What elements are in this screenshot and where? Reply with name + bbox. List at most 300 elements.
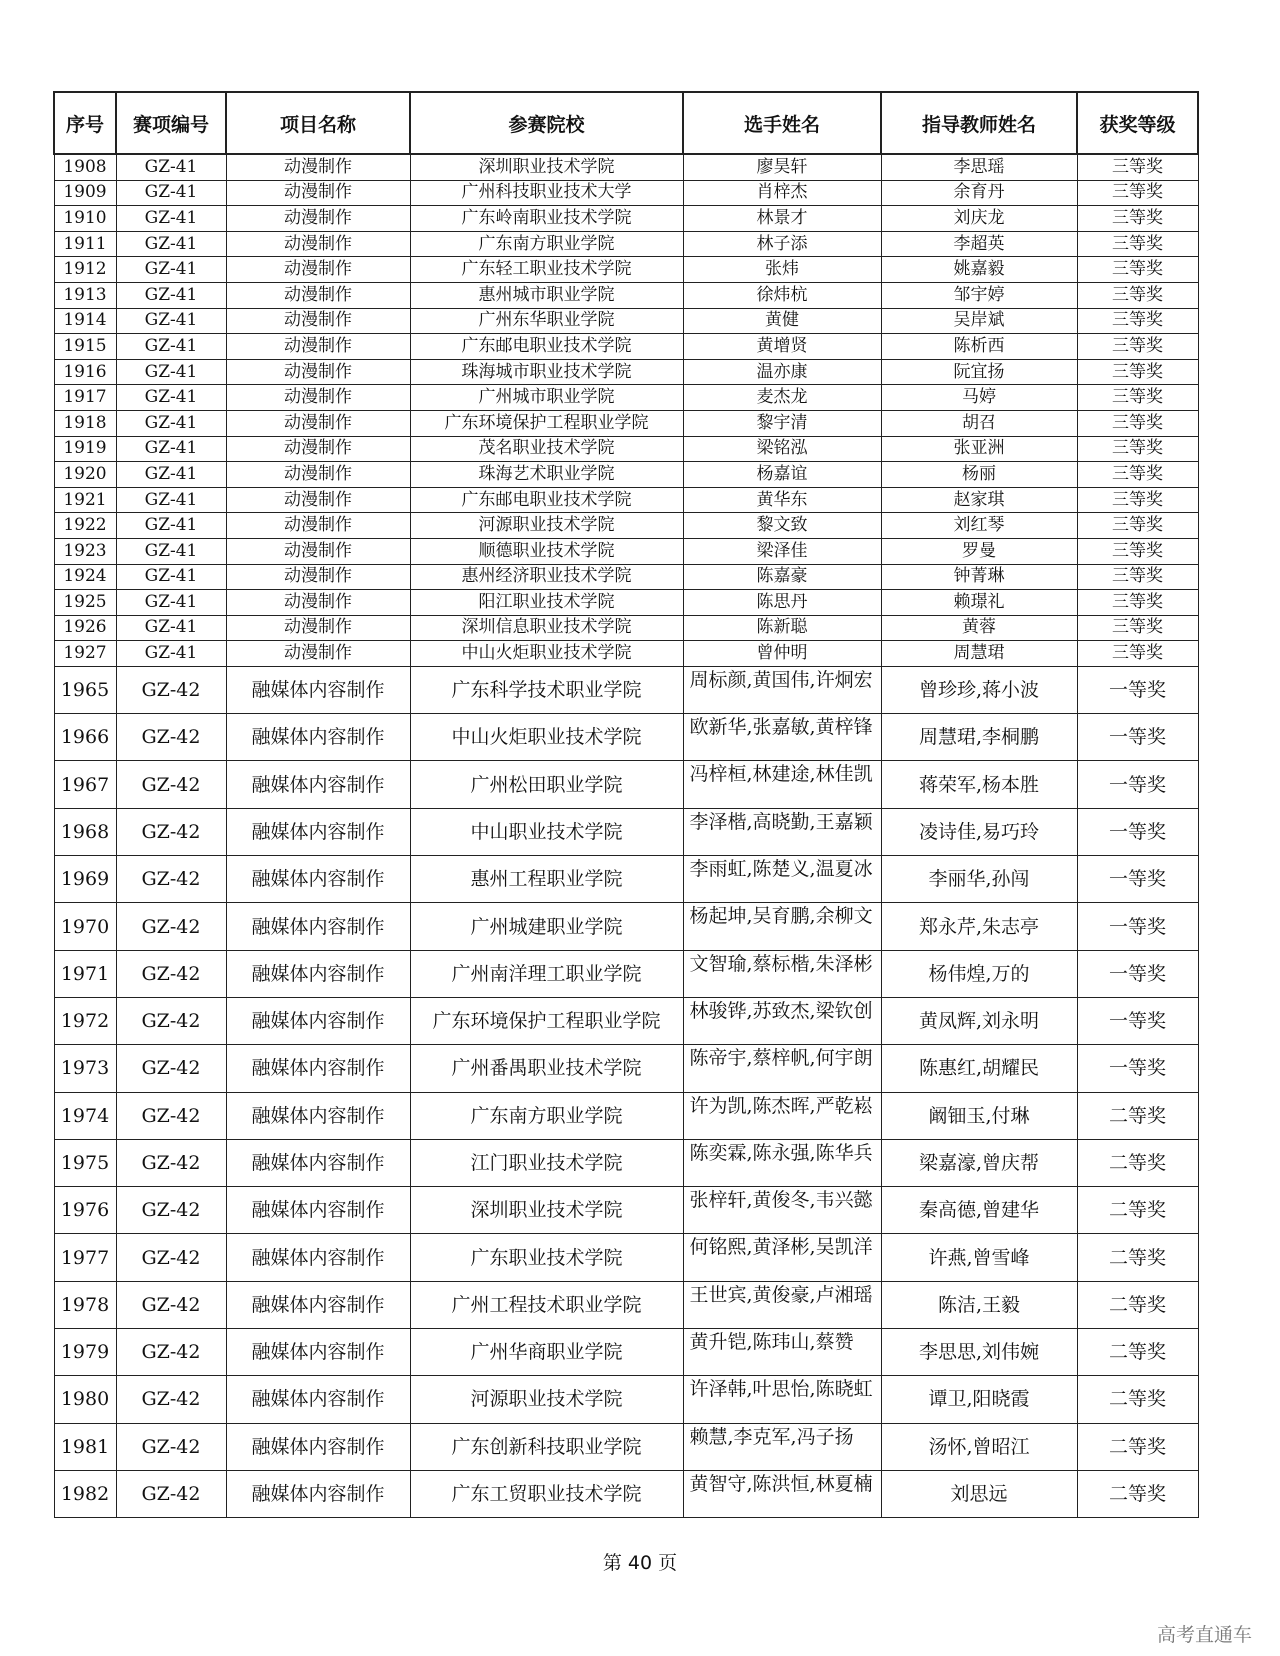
cell-event-code: GZ-41	[116, 410, 226, 436]
table-row	[54, 1234, 1198, 1281]
cell-project-name: 动漫制作	[226, 154, 410, 180]
cell-school: 广东环境保护工程职业学院	[410, 997, 683, 1044]
cell-students: 张梓轩,黄俊冬,韦兴懿	[683, 1187, 881, 1234]
cell-students: 肖梓杰	[683, 180, 881, 206]
cell-award: 一等奖	[1077, 808, 1198, 855]
cell-index: 1980	[54, 1376, 116, 1423]
table-row	[54, 231, 1198, 257]
cell-students: 黄智守,陈洪恒,林夏楠	[683, 1470, 881, 1517]
cell-index: 1908	[54, 154, 116, 180]
cell-students: 黄华东	[683, 487, 881, 513]
cell-teachers: 曾珍珍,蒋小波	[881, 666, 1077, 713]
cell-school: 广东轻工职业技术学院	[410, 257, 683, 283]
cell-students: 文智瑜,蔡标楷,朱泽彬	[683, 950, 881, 997]
table-row	[54, 206, 1198, 232]
table-row	[54, 410, 1198, 436]
cell-school: 惠州城市职业学院	[410, 282, 683, 308]
header-row	[54, 92, 1198, 154]
cell-index: 1923	[54, 538, 116, 564]
table-row	[54, 1281, 1198, 1328]
cell-students: 杨嘉谊	[683, 462, 881, 488]
cell-school: 广东工贸职业技术学院	[410, 1470, 683, 1517]
cell-students: 黄增贤	[683, 334, 881, 360]
cell-project-name: 动漫制作	[226, 538, 410, 564]
cell-award: 三等奖	[1077, 436, 1198, 462]
table-row	[54, 436, 1198, 462]
header-cell-event-code: 赛项编号	[116, 92, 226, 154]
cell-event-code: GZ-41	[116, 487, 226, 513]
cell-teachers: 蒋荣军,杨本胜	[881, 761, 1077, 808]
cell-school: 广东南方职业学院	[410, 231, 683, 257]
cell-teachers: 姚嘉毅	[881, 257, 1077, 283]
cell-award: 三等奖	[1077, 641, 1198, 667]
cell-school: 广东邮电职业技术学院	[410, 487, 683, 513]
cell-project-name: 动漫制作	[226, 436, 410, 462]
cell-award: 三等奖	[1077, 231, 1198, 257]
cell-award: 三等奖	[1077, 590, 1198, 616]
cell-teachers: 李思思,刘伟婉	[881, 1329, 1077, 1376]
cell-event-code: GZ-41	[116, 590, 226, 616]
cell-school: 阳江职业技术学院	[410, 590, 683, 616]
cell-event-code: GZ-42	[116, 1281, 226, 1328]
table-row	[54, 487, 1198, 513]
cell-school: 广东岭南职业技术学院	[410, 206, 683, 232]
cell-school: 中山火炬职业技术学院	[410, 714, 683, 761]
cell-students: 李泽楷,高晓勤,王嘉颖	[683, 808, 881, 855]
cell-school: 顺德职业技术学院	[410, 538, 683, 564]
cell-students: 杨起坤,吴育鹏,余柳文	[683, 903, 881, 950]
table-row	[54, 903, 1198, 950]
table-row	[54, 808, 1198, 855]
cell-project-name: 动漫制作	[226, 308, 410, 334]
cell-students: 黎文致	[683, 513, 881, 539]
cell-event-code: GZ-42	[116, 1234, 226, 1281]
cell-school: 中山火炬职业技术学院	[410, 641, 683, 667]
table-row	[54, 1423, 1198, 1470]
cell-teachers: 周慧珺	[881, 641, 1077, 667]
cell-award: 一等奖	[1077, 666, 1198, 713]
cell-students: 梁泽佳	[683, 538, 881, 564]
cell-project-name: 动漫制作	[226, 231, 410, 257]
cell-teachers: 马婷	[881, 385, 1077, 411]
cell-project-name: 动漫制作	[226, 282, 410, 308]
cell-award: 三等奖	[1077, 154, 1198, 180]
cell-teachers: 罗曼	[881, 538, 1077, 564]
cell-project-name: 融媒体内容制作	[226, 1045, 410, 1092]
cell-index: 1969	[54, 856, 116, 903]
cell-award: 三等奖	[1077, 308, 1198, 334]
cell-students: 黄升铠,陈玮山,蔡赞	[683, 1329, 881, 1376]
cell-project-name: 融媒体内容制作	[226, 856, 410, 903]
cell-award: 三等奖	[1077, 206, 1198, 232]
cell-school: 广东职业技术学院	[410, 1234, 683, 1281]
cell-index: 1927	[54, 641, 116, 667]
cell-index: 1967	[54, 761, 116, 808]
cell-school: 广东创新科技职业学院	[410, 1423, 683, 1470]
cell-project-name: 融媒体内容制作	[226, 997, 410, 1044]
cell-project-name: 动漫制作	[226, 410, 410, 436]
cell-project-name: 动漫制作	[226, 385, 410, 411]
cell-school: 广州番禺职业技术学院	[410, 1045, 683, 1092]
cell-students: 徐炜杭	[683, 282, 881, 308]
cell-students: 陈新聪	[683, 615, 881, 641]
cell-students: 赖慧,李克军,冯子扬	[683, 1423, 881, 1470]
cell-award: 一等奖	[1077, 761, 1198, 808]
cell-award: 一等奖	[1077, 903, 1198, 950]
cell-index: 1972	[54, 997, 116, 1044]
cell-teachers: 李思瑶	[881, 154, 1077, 180]
table-row	[54, 513, 1198, 539]
cell-school: 广东南方职业学院	[410, 1092, 683, 1139]
cell-project-name: 动漫制作	[226, 462, 410, 488]
cell-index: 1975	[54, 1139, 116, 1186]
cell-event-code: GZ-41	[116, 359, 226, 385]
cell-teachers: 秦高德,曾建华	[881, 1187, 1077, 1234]
cell-project-name: 动漫制作	[226, 180, 410, 206]
cell-project-name: 动漫制作	[226, 641, 410, 667]
cell-project-name: 融媒体内容制作	[226, 808, 410, 855]
table-row	[54, 714, 1198, 761]
cell-students: 麦杰龙	[683, 385, 881, 411]
cell-index: 1974	[54, 1092, 116, 1139]
table-row	[54, 1092, 1198, 1139]
cell-award: 二等奖	[1077, 1281, 1198, 1328]
cell-event-code: GZ-42	[116, 1045, 226, 1092]
cell-award: 一等奖	[1077, 997, 1198, 1044]
cell-school: 深圳职业技术学院	[410, 1187, 683, 1234]
cell-school: 广东环境保护工程职业学院	[410, 410, 683, 436]
table-row	[54, 1045, 1198, 1092]
cell-students: 冯梓桓,林建途,林佳凯	[683, 761, 881, 808]
cell-event-code: GZ-42	[116, 666, 226, 713]
cell-teachers: 杨丽	[881, 462, 1077, 488]
cell-project-name: 融媒体内容制作	[226, 1423, 410, 1470]
cell-school: 中山职业技术学院	[410, 808, 683, 855]
cell-teachers: 凌诗佳,易巧玲	[881, 808, 1077, 855]
cell-event-code: GZ-41	[116, 282, 226, 308]
table-row	[54, 666, 1198, 713]
cell-project-name: 融媒体内容制作	[226, 1376, 410, 1423]
cell-award: 二等奖	[1077, 1139, 1198, 1186]
cell-award: 三等奖	[1077, 615, 1198, 641]
cell-project-name: 动漫制作	[226, 487, 410, 513]
cell-event-code: GZ-42	[116, 903, 226, 950]
cell-award: 二等奖	[1077, 1187, 1198, 1234]
cell-index: 1926	[54, 615, 116, 641]
awards-table	[53, 91, 1199, 1518]
cell-teachers: 赵家琪	[881, 487, 1077, 513]
cell-project-name: 动漫制作	[226, 564, 410, 590]
table-row	[54, 997, 1198, 1044]
cell-students: 陈嘉豪	[683, 564, 881, 590]
cell-event-code: GZ-41	[116, 257, 226, 283]
table-row	[54, 1139, 1198, 1186]
cell-teachers: 许燕,曾雪峰	[881, 1234, 1077, 1281]
cell-award: 三等奖	[1077, 334, 1198, 360]
table-row	[54, 180, 1198, 206]
cell-students: 梁铭泓	[683, 436, 881, 462]
cell-index: 1973	[54, 1045, 116, 1092]
cell-project-name: 融媒体内容制作	[226, 714, 410, 761]
cell-school: 深圳职业技术学院	[410, 154, 683, 180]
header-cell-students: 选手姓名	[683, 92, 881, 154]
cell-teachers: 张亚洲	[881, 436, 1077, 462]
table-row	[54, 282, 1198, 308]
cell-award: 二等奖	[1077, 1329, 1198, 1376]
cell-event-code: GZ-42	[116, 1470, 226, 1517]
cell-event-code: GZ-41	[116, 308, 226, 334]
cell-teachers: 陈析西	[881, 334, 1077, 360]
cell-event-code: GZ-42	[116, 856, 226, 903]
cell-event-code: GZ-42	[116, 1376, 226, 1423]
cell-students: 黄健	[683, 308, 881, 334]
cell-index: 1922	[54, 513, 116, 539]
cell-index: 1921	[54, 487, 116, 513]
cell-teachers: 李超英	[881, 231, 1077, 257]
cell-students: 许泽韩,叶思怡,陈晓虹	[683, 1376, 881, 1423]
cell-teachers: 胡召	[881, 410, 1077, 436]
cell-index: 1924	[54, 564, 116, 590]
cell-teachers: 郑永芹,朱志亭	[881, 903, 1077, 950]
header-cell-project-name: 项目名称	[226, 92, 410, 154]
cell-students: 何铭熙,黄泽彬,吴凯洋	[683, 1234, 881, 1281]
cell-project-name: 动漫制作	[226, 615, 410, 641]
cell-school: 广州科技职业技术大学	[410, 180, 683, 206]
table-row	[54, 1187, 1198, 1234]
cell-event-code: GZ-41	[116, 641, 226, 667]
cell-index: 1915	[54, 334, 116, 360]
cell-school: 珠海城市职业技术学院	[410, 359, 683, 385]
cell-index: 1912	[54, 257, 116, 283]
cell-teachers: 刘思远	[881, 1470, 1077, 1517]
cell-students: 林骏铧,苏致杰,梁钦创	[683, 997, 881, 1044]
table-row	[54, 308, 1198, 334]
cell-index: 1982	[54, 1470, 116, 1517]
cell-school: 河源职业技术学院	[410, 1376, 683, 1423]
cell-teachers: 阚钿玉,付琳	[881, 1092, 1077, 1139]
cell-index: 1920	[54, 462, 116, 488]
cell-project-name: 融媒体内容制作	[226, 1187, 410, 1234]
cell-event-code: GZ-41	[116, 180, 226, 206]
cell-event-code: GZ-41	[116, 538, 226, 564]
cell-event-code: GZ-42	[116, 761, 226, 808]
cell-event-code: GZ-41	[116, 462, 226, 488]
table-row	[54, 1376, 1198, 1423]
cell-school: 广州城建职业学院	[410, 903, 683, 950]
table-row	[54, 359, 1198, 385]
cell-teachers: 余育丹	[881, 180, 1077, 206]
header-cell-teachers: 指导教师姓名	[881, 92, 1077, 154]
cell-school: 广东邮电职业技术学院	[410, 334, 683, 360]
cell-project-name: 融媒体内容制作	[226, 1329, 410, 1376]
cell-index: 1916	[54, 359, 116, 385]
cell-event-code: GZ-42	[116, 1139, 226, 1186]
cell-award: 三等奖	[1077, 462, 1198, 488]
cell-award: 二等奖	[1077, 1092, 1198, 1139]
cell-teachers: 刘庆龙	[881, 206, 1077, 232]
cell-teachers: 刘红琴	[881, 513, 1077, 539]
cell-students: 欧新华,张嘉敏,黄梓锋	[683, 714, 881, 761]
cell-index: 1919	[54, 436, 116, 462]
table-row	[54, 257, 1198, 283]
cell-school: 惠州经济职业技术学院	[410, 564, 683, 590]
table-row	[54, 950, 1198, 997]
cell-school: 茂名职业技术学院	[410, 436, 683, 462]
table-row	[54, 564, 1198, 590]
cell-students: 许为凯,陈杰晖,严乾崧	[683, 1092, 881, 1139]
cell-students: 温亦康	[683, 359, 881, 385]
cell-teachers: 陈惠红,胡耀民	[881, 1045, 1077, 1092]
cell-index: 1918	[54, 410, 116, 436]
cell-school: 广州华商职业学院	[410, 1329, 683, 1376]
cell-teachers: 陈洁,王毅	[881, 1281, 1077, 1328]
table-row	[54, 615, 1198, 641]
table-body	[54, 154, 1198, 1518]
cell-students: 陈思丹	[683, 590, 881, 616]
cell-teachers: 周慧珺,李桐鹏	[881, 714, 1077, 761]
table-row	[54, 1329, 1198, 1376]
cell-teachers: 梁嘉濠,曾庆帮	[881, 1139, 1077, 1186]
cell-index: 1971	[54, 950, 116, 997]
cell-event-code: GZ-41	[116, 334, 226, 360]
cell-project-name: 动漫制作	[226, 206, 410, 232]
cell-school: 广州南洋理工职业学院	[410, 950, 683, 997]
cell-event-code: GZ-42	[116, 997, 226, 1044]
cell-project-name: 融媒体内容制作	[226, 1470, 410, 1517]
cell-project-name: 动漫制作	[226, 590, 410, 616]
cell-teachers: 吴岸斌	[881, 308, 1077, 334]
cell-school: 深圳信息职业技术学院	[410, 615, 683, 641]
cell-event-code: GZ-42	[116, 950, 226, 997]
cell-school: 广州松田职业学院	[410, 761, 683, 808]
cell-project-name: 融媒体内容制作	[226, 1139, 410, 1186]
cell-event-code: GZ-41	[116, 154, 226, 180]
cell-event-code: GZ-42	[116, 808, 226, 855]
cell-project-name: 融媒体内容制作	[226, 1234, 410, 1281]
header-cell-school: 参赛院校	[410, 92, 683, 154]
cell-event-code: GZ-41	[116, 513, 226, 539]
cell-award: 二等奖	[1077, 1470, 1198, 1517]
cell-event-code: GZ-41	[116, 564, 226, 590]
cell-index: 1910	[54, 206, 116, 232]
cell-event-code: GZ-41	[116, 385, 226, 411]
cell-students: 曾仲明	[683, 641, 881, 667]
table-row	[54, 538, 1198, 564]
cell-project-name: 融媒体内容制作	[226, 666, 410, 713]
cell-index: 1979	[54, 1329, 116, 1376]
cell-event-code: GZ-42	[116, 1187, 226, 1234]
table-row	[54, 761, 1198, 808]
cell-award: 一等奖	[1077, 950, 1198, 997]
cell-award: 三等奖	[1077, 564, 1198, 590]
cell-teachers: 黄蓉	[881, 615, 1077, 641]
cell-school: 惠州工程职业学院	[410, 856, 683, 903]
cell-project-name: 融媒体内容制作	[226, 1281, 410, 1328]
table-row	[54, 334, 1198, 360]
cell-award: 二等奖	[1077, 1376, 1198, 1423]
cell-school: 江门职业技术学院	[410, 1139, 683, 1186]
cell-students: 陈帝宇,蔡梓帆,何宇朗	[683, 1045, 881, 1092]
table-row	[54, 856, 1198, 903]
cell-project-name: 融媒体内容制作	[226, 950, 410, 997]
cell-award: 三等奖	[1077, 359, 1198, 385]
cell-teachers: 赖璟礼	[881, 590, 1077, 616]
cell-award: 三等奖	[1077, 282, 1198, 308]
cell-index: 1925	[54, 590, 116, 616]
header-cell-award: 获奖等级	[1077, 92, 1198, 154]
cell-award: 一等奖	[1077, 1045, 1198, 1092]
cell-award: 三等奖	[1077, 257, 1198, 283]
cell-index: 1913	[54, 282, 116, 308]
cell-index: 1977	[54, 1234, 116, 1281]
cell-award: 一等奖	[1077, 714, 1198, 761]
table-row	[54, 641, 1198, 667]
cell-project-name: 融媒体内容制作	[226, 761, 410, 808]
cell-award: 一等奖	[1077, 856, 1198, 903]
cell-event-code: GZ-41	[116, 615, 226, 641]
cell-award: 二等奖	[1077, 1423, 1198, 1470]
cell-students: 周标颜,黄国伟,许炯宏	[683, 666, 881, 713]
watermark: 高考直通车	[1156, 1624, 1252, 1646]
cell-teachers: 李丽华,孙闯	[881, 856, 1077, 903]
cell-event-code: GZ-42	[116, 714, 226, 761]
cell-students: 张炜	[683, 257, 881, 283]
cell-students: 黎宇清	[683, 410, 881, 436]
table-row	[54, 1470, 1198, 1517]
cell-award: 三等奖	[1077, 538, 1198, 564]
cell-event-code: GZ-41	[116, 436, 226, 462]
header-cell-index: 序号	[54, 92, 116, 154]
cell-students: 廖昊轩	[683, 154, 881, 180]
cell-award: 三等奖	[1077, 513, 1198, 539]
cell-index: 1909	[54, 180, 116, 206]
cell-index: 1978	[54, 1281, 116, 1328]
table-row	[54, 462, 1198, 488]
cell-award: 三等奖	[1077, 180, 1198, 206]
cell-award: 二等奖	[1077, 1234, 1198, 1281]
page-number: 第 40 页	[602, 1552, 678, 1574]
cell-teachers: 杨伟煌,万的	[881, 950, 1077, 997]
cell-project-name: 动漫制作	[226, 513, 410, 539]
cell-school: 广州城市职业学院	[410, 385, 683, 411]
cell-index: 1917	[54, 385, 116, 411]
cell-school: 广东科学技术职业学院	[410, 666, 683, 713]
cell-index: 1966	[54, 714, 116, 761]
cell-teachers: 谭卫,阳晓霞	[881, 1376, 1077, 1423]
cell-project-name: 融媒体内容制作	[226, 903, 410, 950]
cell-school: 广州工程技术职业学院	[410, 1281, 683, 1328]
cell-students: 林景才	[683, 206, 881, 232]
cell-index: 1976	[54, 1187, 116, 1234]
cell-teachers: 黄凤辉,刘永明	[881, 997, 1077, 1044]
cell-index: 1968	[54, 808, 116, 855]
table-row	[54, 590, 1198, 616]
cell-school: 广州东华职业学院	[410, 308, 683, 334]
cell-index: 1911	[54, 231, 116, 257]
cell-event-code: GZ-42	[116, 1092, 226, 1139]
cell-project-name: 动漫制作	[226, 359, 410, 385]
cell-index: 1965	[54, 666, 116, 713]
cell-teachers: 钟菁琳	[881, 564, 1077, 590]
cell-award: 三等奖	[1077, 385, 1198, 411]
cell-teachers: 汤怀,曾昭江	[881, 1423, 1077, 1470]
cell-students: 王世宾,黄俊豪,卢湘瑶	[683, 1281, 881, 1328]
cell-event-code: GZ-41	[116, 206, 226, 232]
cell-students: 陈奕霖,陈永强,陈华兵	[683, 1139, 881, 1186]
cell-project-name: 动漫制作	[226, 334, 410, 360]
cell-school: 河源职业技术学院	[410, 513, 683, 539]
table-row	[54, 154, 1198, 180]
